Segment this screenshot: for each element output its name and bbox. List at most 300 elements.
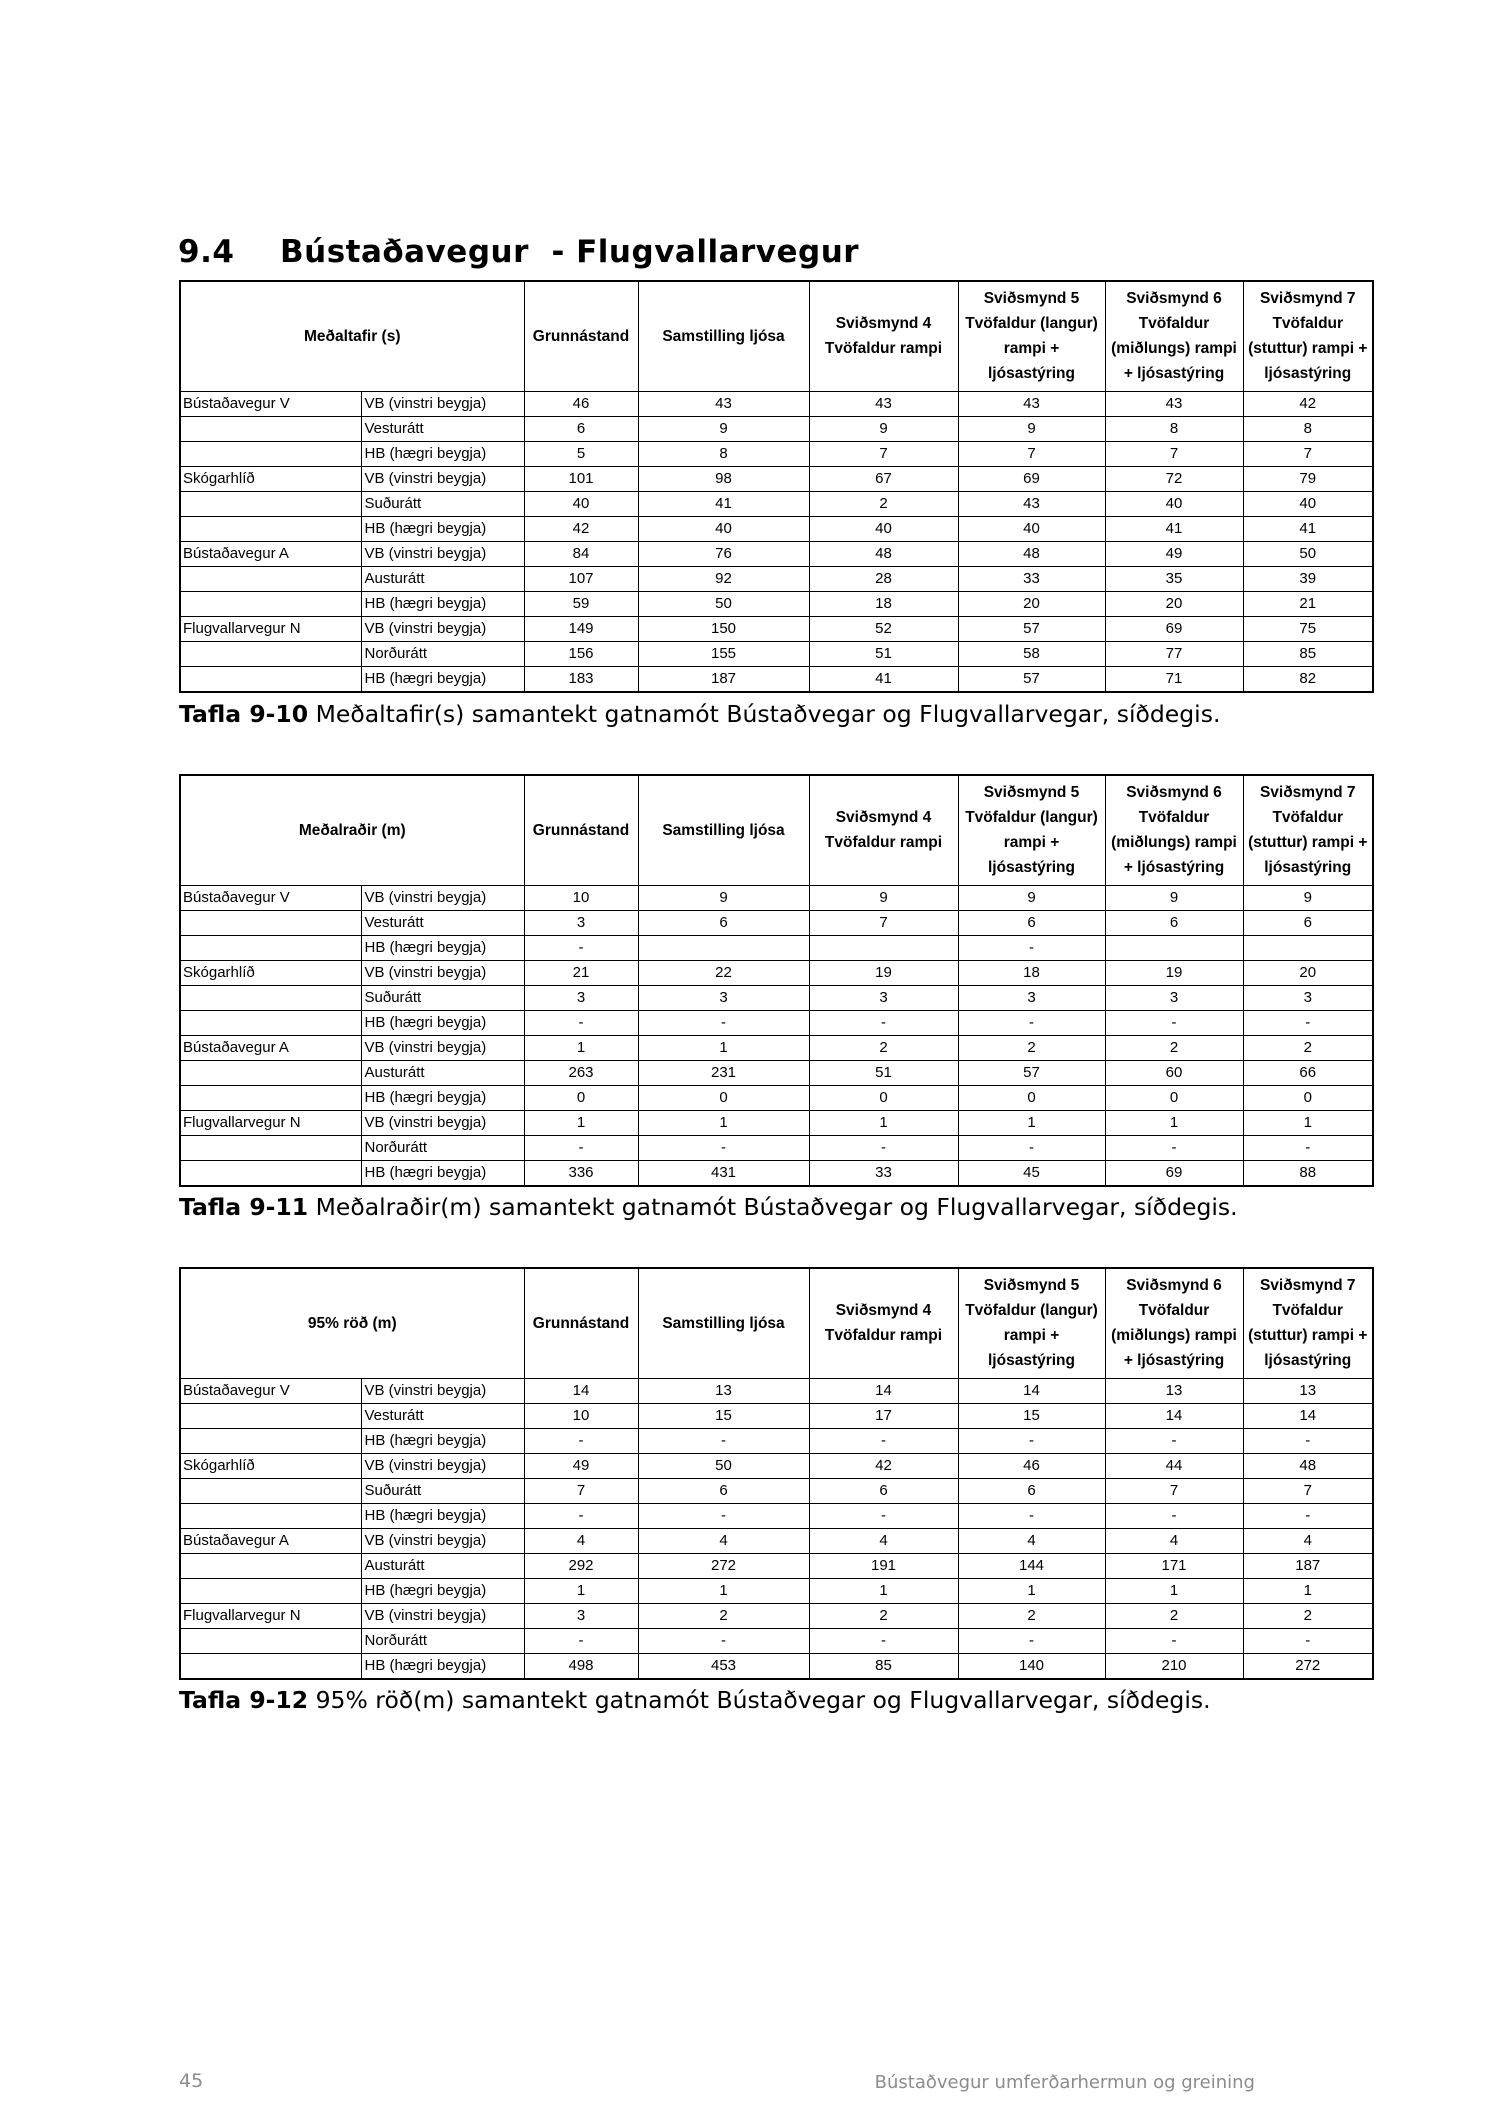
table-row (180, 566, 1373, 591)
value-cell: 231 (638, 1060, 809, 1085)
direction-cell: VB (vinstri beygja) (361, 616, 524, 641)
value-cell: 1 (524, 1578, 638, 1603)
value-cell: 45 (958, 1160, 1105, 1186)
location-cell (180, 641, 361, 666)
value-cell: 144 (958, 1553, 1105, 1578)
direction-cell: HB (hægri beygja) (361, 1160, 524, 1186)
value-cell: 9 (958, 885, 1105, 910)
value-cell: - (809, 1135, 958, 1160)
value-cell: 4 (958, 1528, 1105, 1553)
value-cell: 43 (638, 391, 809, 416)
value-cell: 14 (809, 1378, 958, 1403)
value-cell: 150 (638, 616, 809, 641)
value-cell: 156 (524, 641, 638, 666)
table-caption (179, 700, 1220, 728)
caption-label: Tafla 9-11 (179, 1193, 309, 1221)
direction-cell: HB (hægri beygja) (361, 1653, 524, 1679)
table-row (180, 391, 1373, 416)
value-cell: 6 (1105, 910, 1243, 935)
value-cell: - (958, 1503, 1105, 1528)
table-row (180, 491, 1373, 516)
direction-cell: VB (vinstri beygja) (361, 885, 524, 910)
value-cell: 48 (809, 541, 958, 566)
table-caption (179, 1193, 1238, 1221)
value-cell: - (1243, 1628, 1373, 1653)
value-cell: 67 (809, 466, 958, 491)
table-row (180, 1428, 1373, 1453)
value-cell: 88 (1243, 1160, 1373, 1186)
value-cell: 52 (809, 616, 958, 641)
table-row (180, 985, 1373, 1010)
table-row (180, 1085, 1373, 1110)
location-cell (180, 1553, 361, 1578)
value-cell: 9 (638, 885, 809, 910)
value-cell: 59 (524, 591, 638, 616)
value-cell: 84 (524, 541, 638, 566)
caption-text: 95% röð(m) samantekt gatnamót Bústaðvegar og Flugvallarvegar, síðdegis. (308, 1686, 1211, 1714)
value-cell: 17 (809, 1403, 958, 1428)
results-table (179, 1267, 1374, 1680)
value-cell: 9 (1243, 885, 1373, 910)
value-cell: 6 (524, 416, 638, 441)
direction-cell: VB (vinstri beygja) (361, 1110, 524, 1135)
value-cell: 69 (1105, 616, 1243, 641)
value-cell: 43 (958, 491, 1105, 516)
value-cell: 41 (638, 491, 809, 516)
location-cell: Bústaðavegur V (180, 885, 361, 910)
value-cell: 71 (1105, 666, 1243, 692)
direction-cell: HB (hægri beygja) (361, 441, 524, 466)
value-cell: 14 (1243, 1403, 1373, 1428)
table-header-row (180, 281, 1373, 391)
direction-cell: HB (hægri beygja) (361, 1428, 524, 1453)
location-cell: Skógarhlíð (180, 960, 361, 985)
value-cell: 13 (638, 1378, 809, 1403)
value-cell: - (809, 1628, 958, 1653)
value-cell: 2 (1243, 1603, 1373, 1628)
value-cell: 35 (1105, 566, 1243, 591)
value-cell: 46 (524, 391, 638, 416)
direction-cell: Vesturátt (361, 416, 524, 441)
value-cell: 41 (809, 666, 958, 692)
location-cell (180, 1060, 361, 1085)
value-cell: 43 (958, 391, 1105, 416)
value-cell: - (958, 935, 1105, 960)
value-cell: 14 (958, 1378, 1105, 1403)
caption-text: Meðaltafir(s) samantekt gatnamót Bústaðvegar og Flugvallarvegar, síðdegis. (308, 700, 1221, 728)
value-cell: - (1105, 1628, 1243, 1653)
value-cell: 1 (638, 1578, 809, 1603)
value-cell: 40 (524, 491, 638, 516)
value-cell: - (638, 1428, 809, 1453)
value-cell: 60 (1105, 1060, 1243, 1085)
value-cell: 49 (1105, 541, 1243, 566)
table-row (180, 1378, 1373, 1403)
value-cell: 1 (958, 1110, 1105, 1135)
table-row (180, 1060, 1373, 1085)
value-cell: 149 (524, 616, 638, 641)
value-cell: 171 (1105, 1553, 1243, 1578)
location-cell (180, 1578, 361, 1603)
value-cell: 41 (1105, 516, 1243, 541)
location-cell (180, 416, 361, 441)
value-cell: 10 (524, 885, 638, 910)
location-cell (180, 591, 361, 616)
direction-cell: Norðurátt (361, 1628, 524, 1653)
value-cell: 7 (1243, 1478, 1373, 1503)
value-cell: - (809, 1010, 958, 1035)
column-header: Grunnástand (524, 775, 638, 885)
value-cell: 57 (958, 666, 1105, 692)
value-cell: 69 (958, 466, 1105, 491)
value-cell: 6 (958, 1478, 1105, 1503)
direction-cell: Vesturátt (361, 910, 524, 935)
value-cell: 2 (809, 1603, 958, 1628)
value-cell: 2 (958, 1603, 1105, 1628)
table-header-row (180, 1268, 1373, 1378)
value-cell: - (1243, 1010, 1373, 1035)
value-cell: 82 (1243, 666, 1373, 692)
value-cell (638, 935, 809, 960)
column-header: Sviðsmynd 7 Tvöfaldur (stuttur) rampi + ljósastýring (1243, 1268, 1373, 1378)
value-cell: 21 (1243, 591, 1373, 616)
column-header: Samstilling ljósa (638, 1268, 809, 1378)
value-cell: 9 (958, 416, 1105, 441)
value-cell: 2 (809, 1035, 958, 1060)
value-cell: 140 (958, 1653, 1105, 1679)
value-cell: 7 (809, 910, 958, 935)
results-table (179, 280, 1374, 693)
value-cell: 3 (1243, 985, 1373, 1010)
value-cell: 3 (1105, 985, 1243, 1010)
value-cell: 453 (638, 1653, 809, 1679)
value-cell: 19 (1105, 960, 1243, 985)
location-cell (180, 1403, 361, 1428)
value-cell: 42 (524, 516, 638, 541)
direction-cell: HB (hægri beygja) (361, 666, 524, 692)
value-cell: - (1105, 1010, 1243, 1035)
value-cell: 28 (809, 566, 958, 591)
value-cell: 39 (1243, 566, 1373, 591)
value-cell: - (524, 1010, 638, 1035)
value-cell: 48 (1243, 1453, 1373, 1478)
value-cell: 183 (524, 666, 638, 692)
value-cell (1243, 935, 1373, 960)
value-cell: 9 (809, 416, 958, 441)
value-cell: 9 (638, 416, 809, 441)
value-cell: 1 (1105, 1578, 1243, 1603)
value-cell: 101 (524, 466, 638, 491)
direction-cell: Norðurátt (361, 1135, 524, 1160)
direction-cell: HB (hægri beygja) (361, 1085, 524, 1110)
value-cell: 210 (1105, 1653, 1243, 1679)
table-row (180, 1503, 1373, 1528)
value-cell: 18 (958, 960, 1105, 985)
value-cell: 107 (524, 566, 638, 591)
metric-header: 95% röð (m) (180, 1268, 524, 1378)
value-cell: 13 (1243, 1378, 1373, 1403)
value-cell: 33 (809, 1160, 958, 1186)
value-cell: - (809, 1503, 958, 1528)
value-cell: 40 (1105, 491, 1243, 516)
table-row (180, 416, 1373, 441)
table-row (180, 1453, 1373, 1478)
value-cell: 0 (958, 1085, 1105, 1110)
value-cell: 51 (809, 1060, 958, 1085)
value-cell: 66 (1243, 1060, 1373, 1085)
direction-cell: HB (hægri beygja) (361, 1503, 524, 1528)
column-header: Sviðsmynd 4 Tvöfaldur rampi (809, 775, 958, 885)
value-cell: 9 (809, 885, 958, 910)
value-cell: 3 (524, 985, 638, 1010)
value-cell: 2 (1243, 1035, 1373, 1060)
value-cell: - (524, 935, 638, 960)
value-cell: 4 (1105, 1528, 1243, 1553)
value-cell: - (1105, 1135, 1243, 1160)
caption-text: Meðalraðir(m) samantekt gatnamót Bústaðvegar og Flugvallarvegar, síðdegis. (308, 1193, 1238, 1221)
value-cell: - (1243, 1503, 1373, 1528)
direction-cell: Austurátt (361, 566, 524, 591)
location-cell: Skógarhlíð (180, 1453, 361, 1478)
location-cell (180, 491, 361, 516)
value-cell: 2 (638, 1603, 809, 1628)
table-row (180, 441, 1373, 466)
location-cell: Bústaðavegur V (180, 391, 361, 416)
value-cell: 40 (638, 516, 809, 541)
direction-cell: HB (hægri beygja) (361, 935, 524, 960)
location-cell (180, 1428, 361, 1453)
value-cell: 15 (958, 1403, 1105, 1428)
value-cell: 7 (1243, 441, 1373, 466)
value-cell: 1 (809, 1578, 958, 1603)
value-cell: 46 (958, 1453, 1105, 1478)
location-cell (180, 516, 361, 541)
value-cell: 14 (1105, 1403, 1243, 1428)
table-row (180, 1653, 1373, 1679)
location-cell: Bústaðavegur A (180, 1035, 361, 1060)
value-cell: - (1243, 1428, 1373, 1453)
value-cell: 4 (524, 1528, 638, 1553)
value-cell: 48 (958, 541, 1105, 566)
value-cell: 8 (1105, 416, 1243, 441)
table-row (180, 516, 1373, 541)
table-row (180, 1578, 1373, 1603)
value-cell: 41 (1243, 516, 1373, 541)
value-cell: 272 (638, 1553, 809, 1578)
table-row (180, 466, 1373, 491)
table-row (180, 1603, 1373, 1628)
value-cell: 9 (1105, 885, 1243, 910)
value-cell: - (958, 1628, 1105, 1653)
location-cell (180, 666, 361, 692)
direction-cell: VB (vinstri beygja) (361, 1528, 524, 1553)
direction-cell: Suðurátt (361, 1478, 524, 1503)
value-cell: 1 (1105, 1110, 1243, 1135)
direction-cell: Austurátt (361, 1060, 524, 1085)
value-cell: 6 (1243, 910, 1373, 935)
caption-label: Tafla 9-12 (179, 1686, 309, 1714)
value-cell (1105, 935, 1243, 960)
column-header: Sviðsmynd 4 Tvöfaldur rampi (809, 1268, 958, 1378)
location-cell (180, 1085, 361, 1110)
direction-cell: VB (vinstri beygja) (361, 1378, 524, 1403)
direction-cell: Vesturátt (361, 1403, 524, 1428)
value-cell: 43 (809, 391, 958, 416)
value-cell: - (958, 1135, 1105, 1160)
table-row (180, 935, 1373, 960)
direction-cell: HB (hægri beygja) (361, 1010, 524, 1035)
direction-cell: Suðurátt (361, 491, 524, 516)
value-cell: - (524, 1628, 638, 1653)
value-cell: 51 (809, 641, 958, 666)
location-cell: Flugvallarvegur N (180, 1603, 361, 1628)
value-cell: 155 (638, 641, 809, 666)
location-cell: Bústaðavegur A (180, 1528, 361, 1553)
table-row (180, 1403, 1373, 1428)
value-cell: - (809, 1428, 958, 1453)
direction-cell: Suðurátt (361, 985, 524, 1010)
column-header: Sviðsmynd 6 Tvöfaldur (miðlungs) rampi + ljósastýring (1105, 775, 1243, 885)
value-cell: 1 (524, 1035, 638, 1060)
value-cell: 14 (524, 1378, 638, 1403)
value-cell: 92 (638, 566, 809, 591)
location-cell (180, 1160, 361, 1186)
value-cell: 22 (638, 960, 809, 985)
value-cell: - (638, 1010, 809, 1035)
value-cell: 2 (958, 1035, 1105, 1060)
value-cell: 1 (958, 1578, 1105, 1603)
footer-title: Bústaðvegur umferðarhermun og greining (874, 2072, 1255, 2093)
column-header: Sviðsmynd 4 Tvöfaldur rampi (809, 281, 958, 391)
value-cell: 58 (958, 641, 1105, 666)
location-cell: Bústaðavegur A (180, 541, 361, 566)
direction-cell: VB (vinstri beygja) (361, 391, 524, 416)
value-cell: - (1105, 1428, 1243, 1453)
value-cell: 6 (638, 910, 809, 935)
value-cell: 4 (638, 1528, 809, 1553)
table-row (180, 616, 1373, 641)
table-row (180, 1010, 1373, 1035)
value-cell: 42 (809, 1453, 958, 1478)
location-cell (180, 441, 361, 466)
column-header: Grunnástand (524, 281, 638, 391)
value-cell: - (524, 1428, 638, 1453)
value-cell: 431 (638, 1160, 809, 1186)
location-cell (180, 1628, 361, 1653)
value-cell: - (958, 1428, 1105, 1453)
value-cell: 1 (638, 1035, 809, 1060)
value-cell: - (1105, 1503, 1243, 1528)
value-cell: 20 (1243, 960, 1373, 985)
direction-cell: VB (vinstri beygja) (361, 466, 524, 491)
value-cell: - (524, 1503, 638, 1528)
location-cell (180, 985, 361, 1010)
caption-label: Tafla 9-10 (179, 700, 309, 728)
value-cell: 4 (1243, 1528, 1373, 1553)
location-cell (180, 910, 361, 935)
value-cell: 20 (958, 591, 1105, 616)
location-cell (180, 566, 361, 591)
table-row (180, 591, 1373, 616)
direction-cell: Austurátt (361, 1553, 524, 1578)
value-cell: 8 (638, 441, 809, 466)
value-cell: 49 (524, 1453, 638, 1478)
location-cell (180, 1653, 361, 1679)
value-cell: 3 (809, 985, 958, 1010)
value-cell (809, 935, 958, 960)
value-cell: 3 (638, 985, 809, 1010)
value-cell: 13 (1105, 1378, 1243, 1403)
direction-cell: HB (hægri beygja) (361, 591, 524, 616)
value-cell: - (638, 1628, 809, 1653)
table-row (180, 1035, 1373, 1060)
location-cell (180, 1478, 361, 1503)
location-cell (180, 935, 361, 960)
value-cell: 57 (958, 616, 1105, 641)
value-cell: 0 (638, 1085, 809, 1110)
location-cell (180, 1503, 361, 1528)
value-cell: 75 (1243, 616, 1373, 641)
column-header: Sviðsmynd 6 Tvöfaldur (miðlungs) rampi + ljósastýring (1105, 281, 1243, 391)
table-row (180, 1528, 1373, 1553)
value-cell: 40 (1243, 491, 1373, 516)
value-cell: 292 (524, 1553, 638, 1578)
location-cell (180, 1010, 361, 1035)
column-header: Samstilling ljósa (638, 281, 809, 391)
value-cell: 336 (524, 1160, 638, 1186)
location-cell (180, 1135, 361, 1160)
value-cell: 191 (809, 1553, 958, 1578)
table-row (180, 885, 1373, 910)
results-table (179, 774, 1374, 1187)
value-cell: 3 (958, 985, 1105, 1010)
value-cell: 187 (1243, 1553, 1373, 1578)
table-row (180, 1628, 1373, 1653)
value-cell: 7 (809, 441, 958, 466)
value-cell: 42 (1243, 391, 1373, 416)
value-cell: 33 (958, 566, 1105, 591)
value-cell: 50 (638, 1453, 809, 1478)
metric-header: Meðalraðir (m) (180, 775, 524, 885)
value-cell: 8 (1243, 416, 1373, 441)
value-cell: 7 (1105, 441, 1243, 466)
value-cell: 44 (1105, 1453, 1243, 1478)
column-header: Sviðsmynd 6 Tvöfaldur (miðlungs) rampi + ljósastýring (1105, 1268, 1243, 1378)
value-cell: 19 (809, 960, 958, 985)
direction-cell: Norðurátt (361, 641, 524, 666)
value-cell: 272 (1243, 1653, 1373, 1679)
value-cell: 18 (809, 591, 958, 616)
column-header: Sviðsmynd 5 Tvöfaldur (langur) rampi + ljósastýring (958, 775, 1105, 885)
value-cell: 7 (524, 1478, 638, 1503)
value-cell: 3 (524, 910, 638, 935)
value-cell: 0 (524, 1085, 638, 1110)
column-header: Samstilling ljósa (638, 775, 809, 885)
location-cell: Flugvallarvegur N (180, 616, 361, 641)
value-cell: 21 (524, 960, 638, 985)
value-cell: 15 (638, 1403, 809, 1428)
value-cell: 50 (1243, 541, 1373, 566)
value-cell: 5 (524, 441, 638, 466)
direction-cell: VB (vinstri beygja) (361, 1035, 524, 1060)
value-cell: 1 (809, 1110, 958, 1135)
location-cell: Flugvallarvegur N (180, 1110, 361, 1135)
column-header: Sviðsmynd 7 Tvöfaldur (stuttur) rampi + ljósastýring (1243, 775, 1373, 885)
column-header: Grunnástand (524, 1268, 638, 1378)
value-cell: 40 (958, 516, 1105, 541)
value-cell: 50 (638, 591, 809, 616)
value-cell: 2 (1105, 1603, 1243, 1628)
